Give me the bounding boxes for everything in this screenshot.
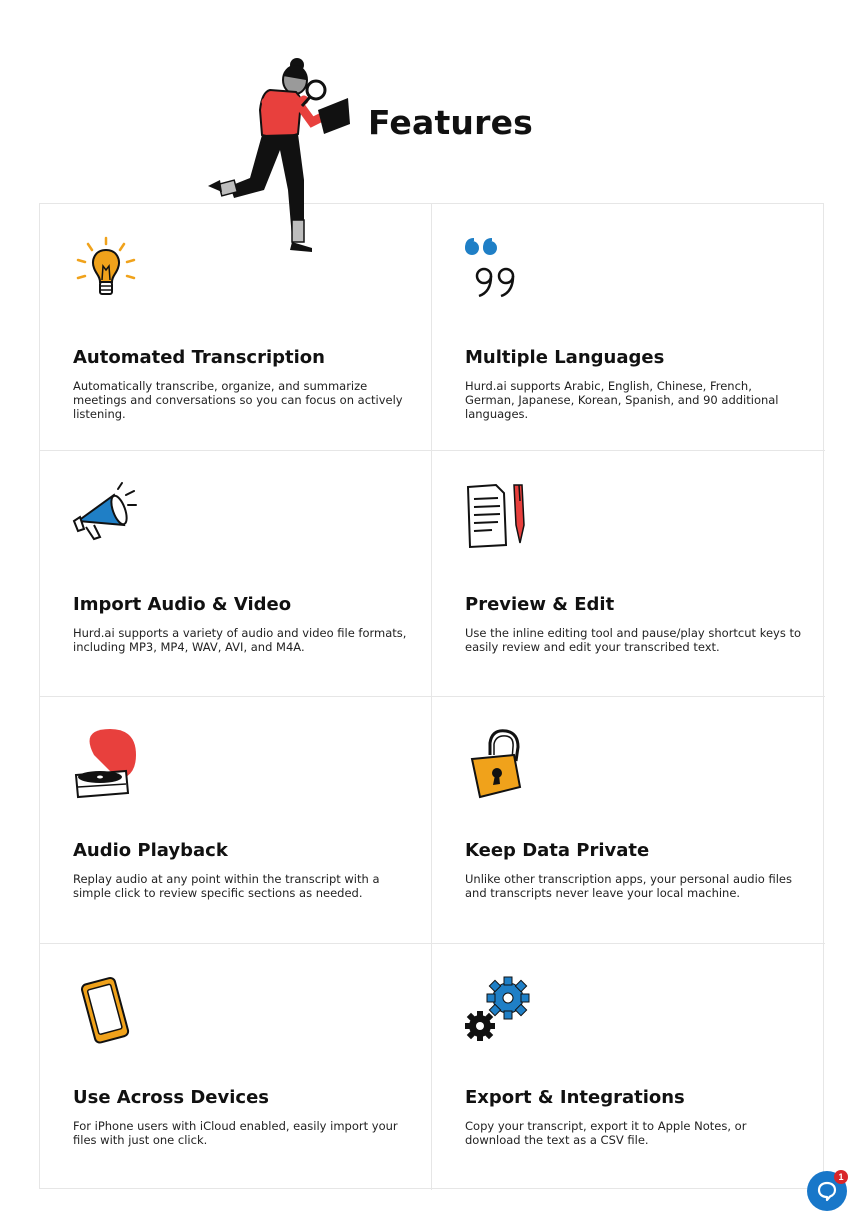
features-grid xyxy=(39,203,824,1189)
feature-card-import-audio-video xyxy=(40,451,432,698)
feature-description: Hurd.ai supports a variety of audio and video file formats, including MP3, MP4, WAV, AVI, and M4A. xyxy=(73,625,407,654)
woman-reading-illustration xyxy=(200,50,360,260)
phone-icon xyxy=(70,974,142,1046)
feature-title: Automated Transcription xyxy=(73,347,325,368)
feature-card-use-across-devices xyxy=(40,944,432,1191)
feature-description: Automatically transcribe, organize, and summarize meetings and conversations so you can focus on actively listening. xyxy=(73,379,403,421)
lightbulb-icon xyxy=(70,234,142,306)
feature-title: Preview & Edit xyxy=(465,593,615,615)
feature-card-preview-edit xyxy=(432,451,825,698)
padlock-icon xyxy=(462,727,534,799)
feature-title: Audio Playback xyxy=(73,840,228,861)
chat-notification-badge: 1 xyxy=(834,1170,848,1184)
feature-description: Use the inline editing tool and pause/play shortcut keys to easily review and edit your transcribed text. xyxy=(465,625,802,654)
feature-title: Export & Integrations xyxy=(465,1086,685,1108)
megaphone-icon xyxy=(70,481,142,553)
gramophone-icon xyxy=(70,727,142,799)
feature-card-audio-playback xyxy=(40,697,432,944)
feature-description: Replay audio at any point within the transcript with a simple click to review specific sections as needed. xyxy=(73,872,380,900)
feature-title: Import Audio & Video xyxy=(73,593,292,615)
feature-title: Multiple Languages xyxy=(465,347,665,368)
feature-card-export-integrations xyxy=(432,944,825,1191)
feature-card-multiple-languages xyxy=(432,204,825,451)
features-header xyxy=(0,0,864,204)
feature-card-keep-data-private xyxy=(432,697,825,944)
gears-icon xyxy=(462,974,534,1046)
document-pen-icon xyxy=(462,481,534,553)
chat-bubble-icon xyxy=(816,1180,838,1202)
feature-description: Unlike other transcription apps, your personal audio files and transcripts never leave your local machine. xyxy=(465,872,792,900)
feature-description: Copy your transcript, export it to Apple Notes, or download the text as a CSV file. xyxy=(465,1118,747,1147)
quote-marks-icon xyxy=(462,234,534,306)
page-title: Features xyxy=(368,103,534,142)
feature-title: Use Across Devices xyxy=(73,1086,269,1108)
feature-description: For iPhone users with iCloud enabled, easily import your files with just one click. xyxy=(73,1118,398,1147)
feature-title: Keep Data Private xyxy=(465,840,650,861)
feature-description: Hurd.ai supports Arabic, English, Chinese, French, German, Japanese, Korean, Spanish, and 90 additional languages. xyxy=(465,379,779,421)
